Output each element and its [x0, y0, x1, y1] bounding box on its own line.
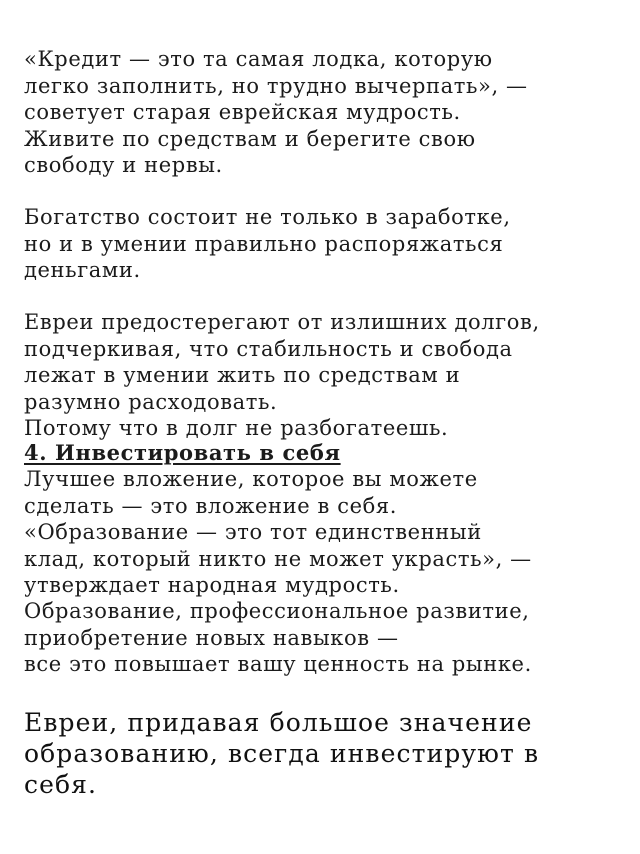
- text-line: Лучшее вложение, которое вы можете: [24, 467, 478, 491]
- text-line: советует старая еврейская мудрость.: [24, 100, 461, 124]
- paragraph-wealth: [24, 204, 511, 284]
- text-line: клад, который никто не может украсть», —: [24, 546, 532, 571]
- paragraph-education-value: [24, 598, 532, 678]
- text-line: Образование, профессиональное развитие,: [24, 599, 530, 623]
- text-line: сделать — это вложение в себя.: [24, 493, 397, 518]
- paragraph-debts: [24, 309, 540, 442]
- text-line: Евреи, придавая большое значение: [24, 708, 533, 737]
- text-line: Богатство состоит не только в заработке,: [24, 205, 511, 229]
- text-line: деньгами.: [24, 258, 141, 282]
- text-line: «Образование — это тот единственный: [24, 520, 482, 544]
- text-line: приобретение новых навыков —: [24, 625, 399, 650]
- text-line: разумно расходовать.: [24, 389, 278, 414]
- text-line: лежат в умении жить по средствам и: [24, 363, 461, 387]
- text-line: себя.: [24, 770, 98, 799]
- text-line: «Кредит — это та самая лодка, которую: [24, 47, 493, 71]
- text-line: но и в умении правильно распоряжаться: [24, 231, 504, 256]
- text-line: утверждает народная мудрость.: [24, 573, 400, 597]
- closing-statement: [24, 707, 539, 800]
- text-line: Евреи предостерегают от излишних долгов,: [24, 310, 540, 334]
- section-heading: 4. Инвестировать в себя: [24, 440, 341, 465]
- text-line: Потому что в долг не разбогатеешь.: [24, 416, 449, 440]
- text-line: образованию, всегда инвестируют в: [24, 739, 540, 768]
- text-line: все это повышает вашу ценность на рынке.: [24, 652, 532, 676]
- paragraph-credit-quote: [24, 46, 528, 179]
- text-line: свободу и нервы.: [24, 153, 223, 177]
- text-line: Живите по средствам и берегите свою: [24, 126, 476, 151]
- paragraph-invest-self: [24, 466, 532, 599]
- text-line: подчеркивая, что стабильность и свобода: [24, 336, 513, 361]
- text-line: легко заполнить, но трудно вычерпать», —: [24, 73, 528, 98]
